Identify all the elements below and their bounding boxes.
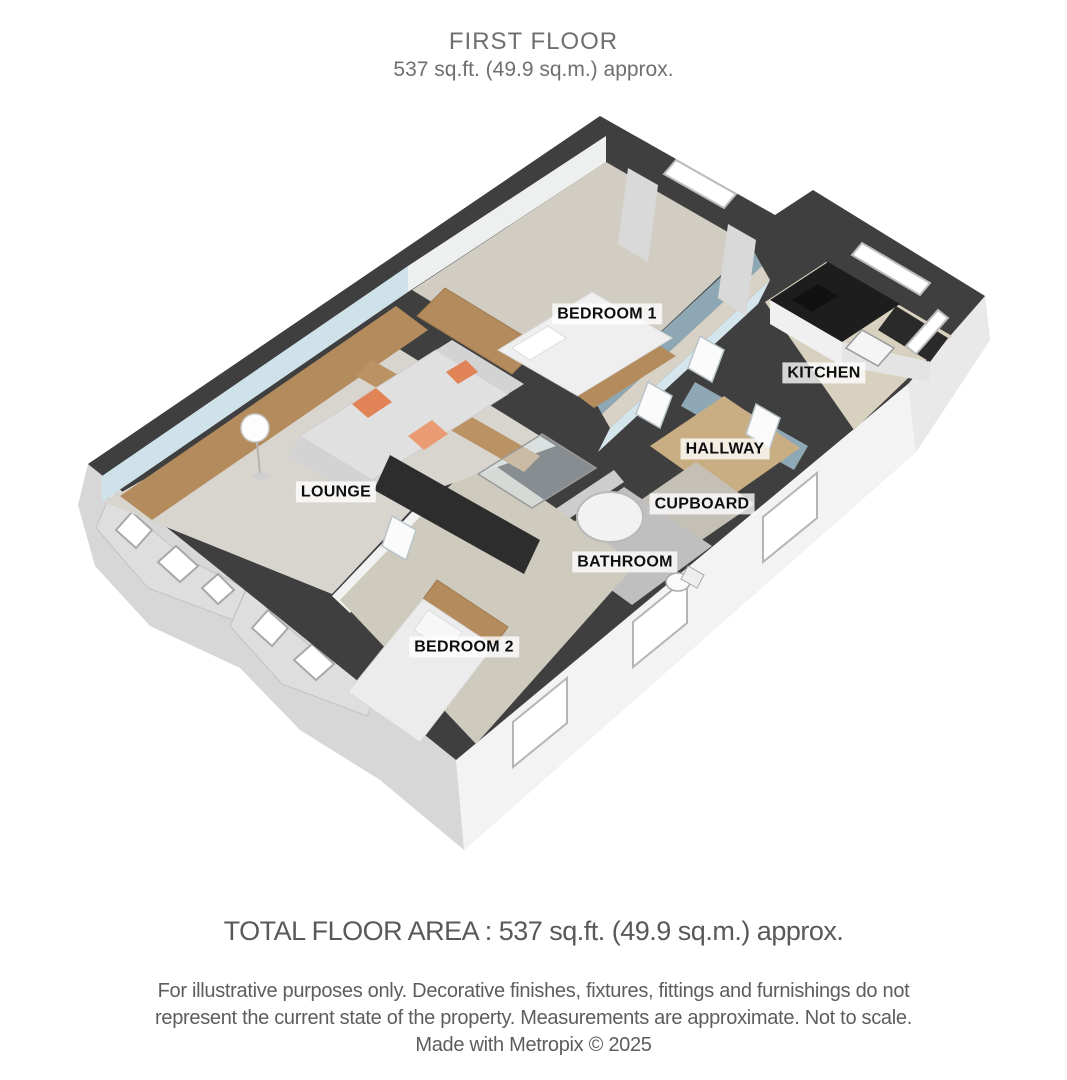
lamp-base	[252, 473, 270, 480]
room-label-lounge: LOUNGE	[296, 481, 376, 502]
shower	[577, 492, 643, 542]
room-label-bedroom-1: BEDROOM 1	[552, 303, 662, 324]
total-floor-area: TOTAL FLOOR AREA : 537 sq.ft. (49.9 sq.m.) approx.	[223, 916, 844, 946]
page-title: FIRST FLOOR	[448, 28, 619, 55]
metropix-credit: Made with Metropix © 2025	[415, 1034, 652, 1056]
disclaimer-line-2: represent the current state of the property. Measurements are approximate. Not to scale.	[155, 1007, 912, 1029]
floor-lamp	[241, 414, 269, 442]
room-label-kitchen: KITCHEN	[782, 362, 865, 383]
room-label-hallway: HALLWAY	[681, 438, 770, 459]
page-subtitle: 537 sq.ft. (49.9 sq.m.) approx.	[393, 58, 674, 81]
room-label-cupboard: CUPBOARD	[650, 493, 755, 514]
disclaimer-line-1: For illustrative purposes only. Decorative finishes, fixtures, fittings and furnishings do not	[157, 980, 910, 1002]
room-label-bathroom: BATHROOM	[572, 551, 677, 572]
room-label-bedroom-2: BEDROOM 2	[409, 636, 519, 657]
